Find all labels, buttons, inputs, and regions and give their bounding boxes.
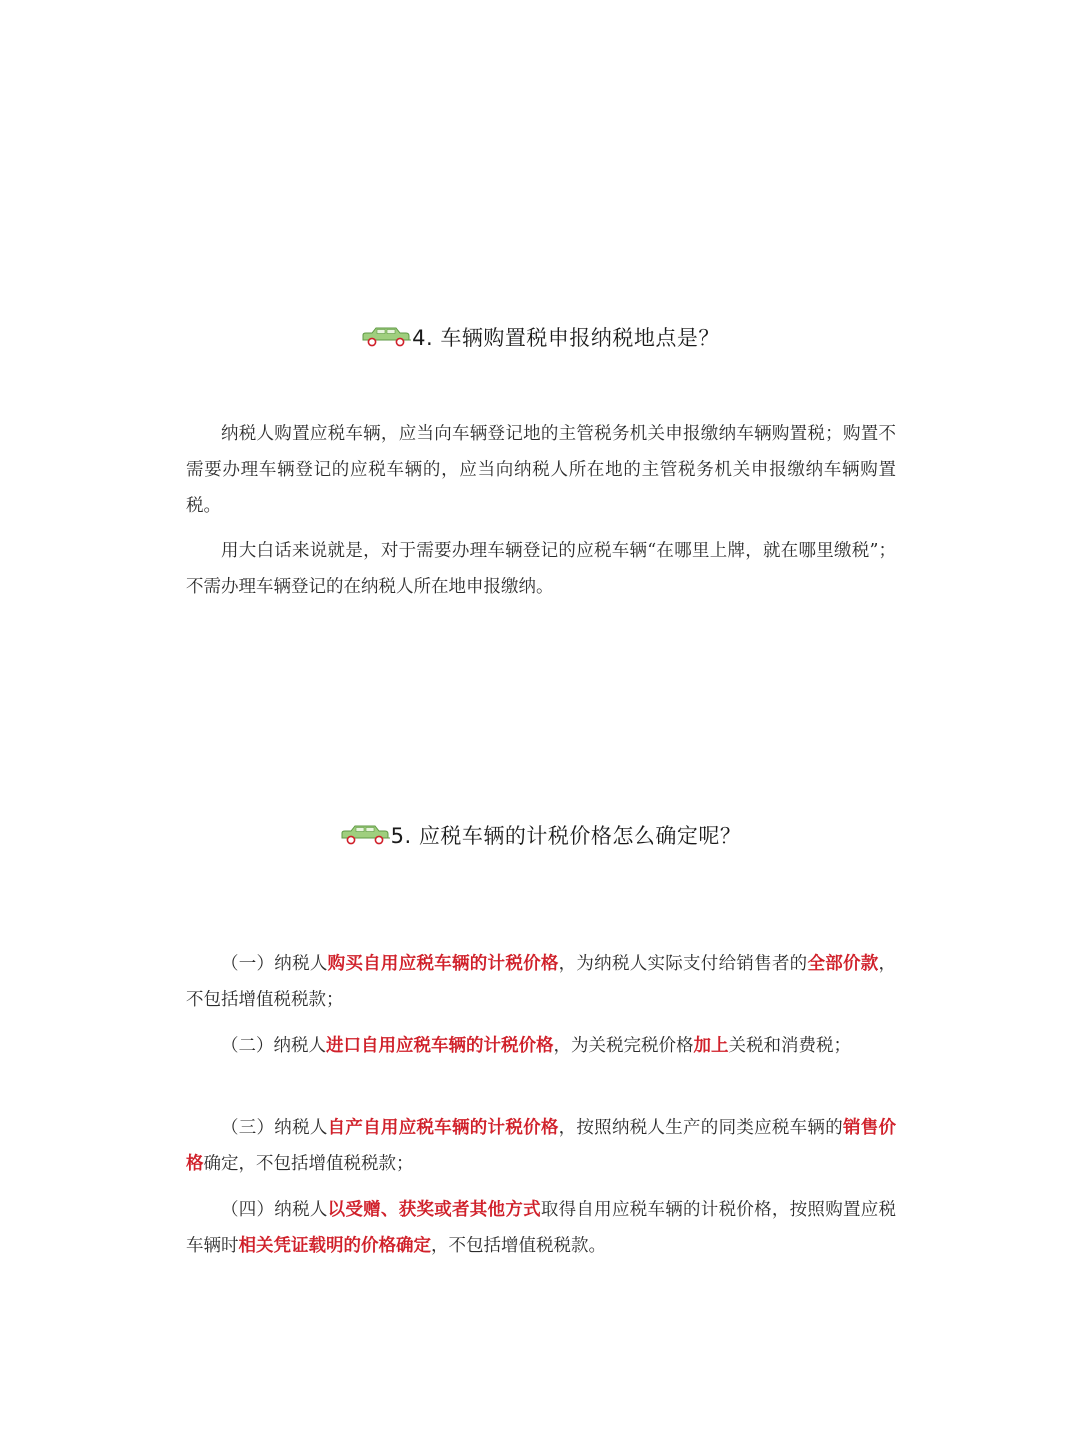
item-highlight: 购买自用应税车辆的计税价格 <box>327 954 559 974</box>
section-5-title: 5. 应税车辆的计税价格怎么确定呢？ <box>390 824 742 848</box>
item-text: ，为纳税人实际支付给销售者的 <box>558 954 808 974</box>
item-text: ，为关税完税价格 <box>553 1036 694 1056</box>
item-highlight: 进口自用应税车辆的计税价格 <box>326 1036 554 1056</box>
item-text: ，不包括增值税税款； <box>186 954 897 1010</box>
item-text: 取得自用应税车辆的计税价格，按照购置应税车辆时 <box>186 1200 897 1256</box>
section-4-paragraph-2: 用大白话来说就是，对于需要办理车辆登记的应税车辆“在哪里上牌，就在哪里缴税”；不需办理车辆登记的在纳税人所在地申报缴纳。 <box>186 541 896 597</box>
item-prefix: （二）纳税人 <box>221 1036 326 1056</box>
item-prefix: （三）纳税人 <box>221 1118 328 1138</box>
section-5-item-2 <box>186 1028 896 1064</box>
item-highlight: 销售价格 <box>186 1118 897 1174</box>
car-icon <box>360 326 412 348</box>
item-text: 确定，不包括增值税税款； <box>203 1154 414 1174</box>
item-prefix: （四）纳税人 <box>221 1200 328 1220</box>
item-highlight: 全部价款 <box>807 954 879 974</box>
item-highlight: 以受赠、获奖或者其他方式 <box>327 1200 541 1220</box>
item-text: ，不包括增值税税款。 <box>431 1236 606 1256</box>
item-text: ，按照纳税人生产的同类应税车辆的 <box>558 1118 843 1138</box>
section-5-item-3 <box>186 1110 896 1182</box>
section-4-title: 4. 车辆购置税申报纳税地点是？ <box>412 326 720 350</box>
item-highlight: 加上 <box>693 1036 729 1056</box>
section-5-heading <box>0 820 1080 850</box>
item-highlight: 相关凭证载明的价格确定 <box>238 1236 431 1256</box>
item-prefix: （一）纳税人 <box>221 954 328 974</box>
car-icon <box>339 824 391 846</box>
section-4-heading <box>0 322 1080 352</box>
item-highlight: 自产自用应税车辆的计税价格 <box>327 1118 559 1138</box>
item-text: 关税和消费税； <box>728 1036 851 1056</box>
section-5-item-1 <box>186 946 896 1018</box>
section-4-paragraph-1: 纳税人购置应税车辆，应当向车辆登记地的主管税务机关申报缴纳车辆购置税；购置不需要办理车辆登记的应税车辆的，应当向纳税人所在地的主管税务机关申报缴纳车辆购置税。 <box>186 424 896 516</box>
section-5-item-4 <box>186 1192 896 1264</box>
